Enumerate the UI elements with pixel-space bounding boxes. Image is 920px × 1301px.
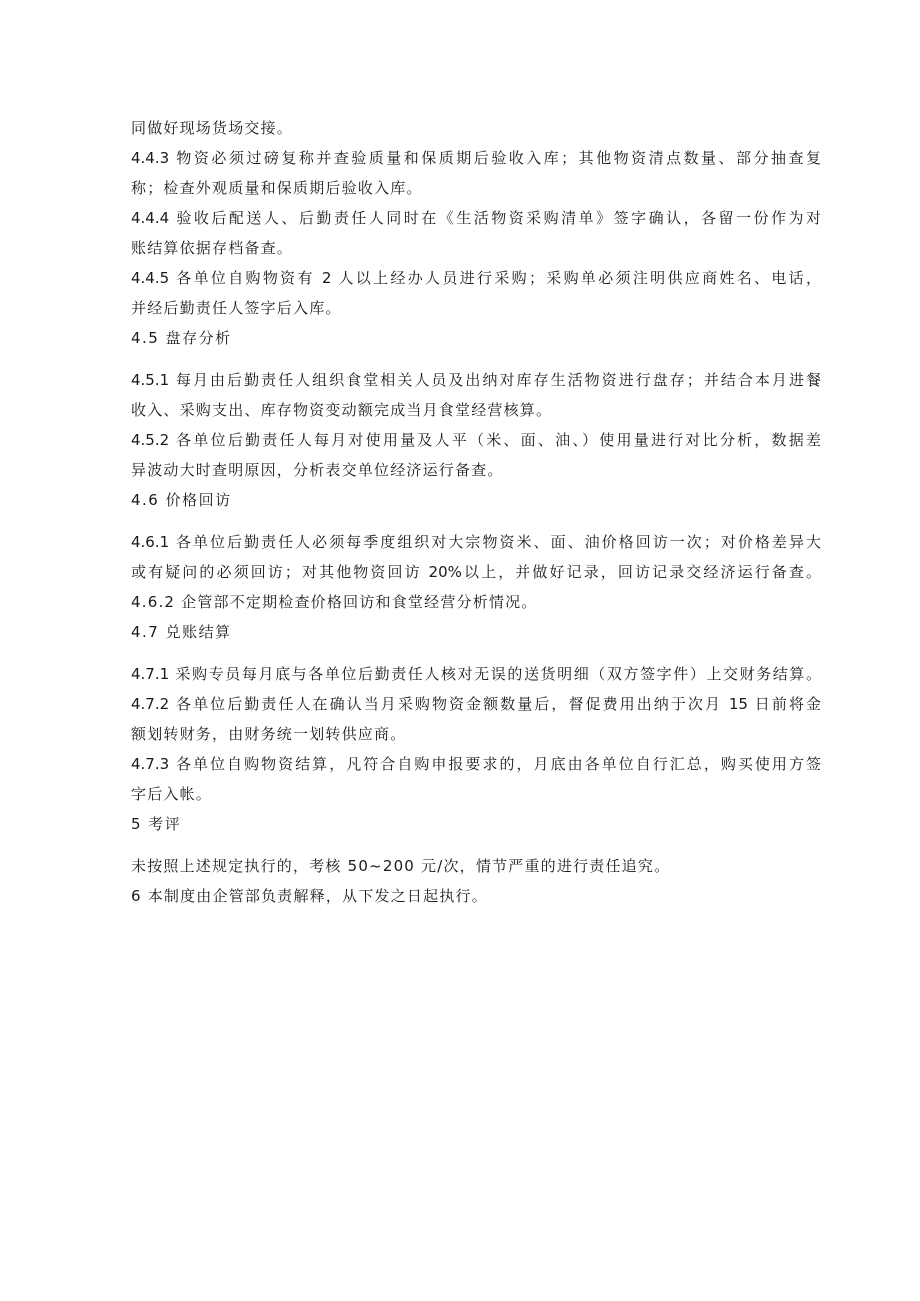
section-heading-4-5: 4.5 盘存分析 bbox=[131, 329, 232, 347]
clause-4-6-2: 4.6.2 企管部不定期检查价格回访和食堂经营分析情况。 bbox=[131, 593, 538, 611]
paragraph-line: 收入、采购支出、库存物资变动额完成当月食堂经营核算。 bbox=[131, 401, 553, 419]
paragraph-line: 同做好现场货场交接。 bbox=[131, 119, 294, 137]
paragraph-line: 并经后勤责任人签字后入库。 bbox=[131, 299, 342, 317]
clause-4-7-1: 4.7.1 采购专员每月底与各单位后勤责任人核对无误的送货明细（双方签字件）上交财务结算。 bbox=[131, 665, 821, 683]
document-body bbox=[131, 113, 821, 911]
section-heading-4-6: 4.6 价格回访 bbox=[131, 491, 232, 509]
clause-4-4-3: 4.4.3 物资必须过磅复称并查验质量和保质期后验收入库；其他物资清点数量、部分抽查复 bbox=[131, 149, 821, 167]
section-6-text: 6 本制度由企管部负责解释，从下发之日起执行。 bbox=[131, 887, 488, 905]
section-heading-5: 5 考评 bbox=[131, 815, 182, 833]
paragraph-line: 账结算依据存档备查。 bbox=[131, 239, 294, 257]
section-heading-4-7: 4.7 兑账结算 bbox=[131, 623, 232, 641]
clause-4-5-1: 4.5.1 每月由后勤责任人组织食堂相关人员及出纳对库存生活物资进行盘存；并结合本月进餐 bbox=[131, 371, 821, 389]
clause-4-7-2: 4.7.2 各单位后勤责任人在确认当月采购物资金额数量后，督促费用出纳于次月 15 日前将金 bbox=[131, 695, 821, 713]
paragraph-line: 字后入帐。 bbox=[131, 785, 213, 803]
clause-4-4-5: 4.4.5 各单位自购物资有 2 人以上经办人员进行采购；采购单必须注明供应商姓名、电话， bbox=[131, 269, 821, 287]
paragraph-line: 异波动大时查明原因，分析表交单位经济运行备查。 bbox=[131, 461, 504, 479]
clause-4-5-2: 4.5.2 各单位后勤责任人每月对使用量及人平（米、面、油、）使用量进行对比分析，数据差 bbox=[131, 431, 821, 449]
clause-4-6-1: 4.6.1 各单位后勤责任人必须每季度组织对大宗物资米、面、油价格回访一次；对价格差异大 bbox=[131, 533, 821, 551]
evaluation-text: 未按照上述规定执行的，考核 50~200 元/次，情节严重的进行责任追究。 bbox=[131, 857, 671, 875]
paragraph-line: 额划转财务，由财务统一划转供应商。 bbox=[131, 725, 407, 743]
clause-4-4-4: 4.4.4 验收后配送人、后勤责任人同时在《生活物资采购清单》签字确认，各留一份作为对 bbox=[131, 209, 821, 227]
clause-4-7-3: 4.7.3 各单位自购物资结算，凡符合自购申报要求的，月底由各单位自行汇总，购买使用方签 bbox=[131, 755, 821, 773]
paragraph-line: 或有疑问的必须回访；对其他物资回访 20%以上，并做好记录，回访记录交经济运行备查。 bbox=[131, 563, 821, 581]
paragraph-line: 称；检查外观质量和保质期后验收入库。 bbox=[131, 179, 423, 197]
